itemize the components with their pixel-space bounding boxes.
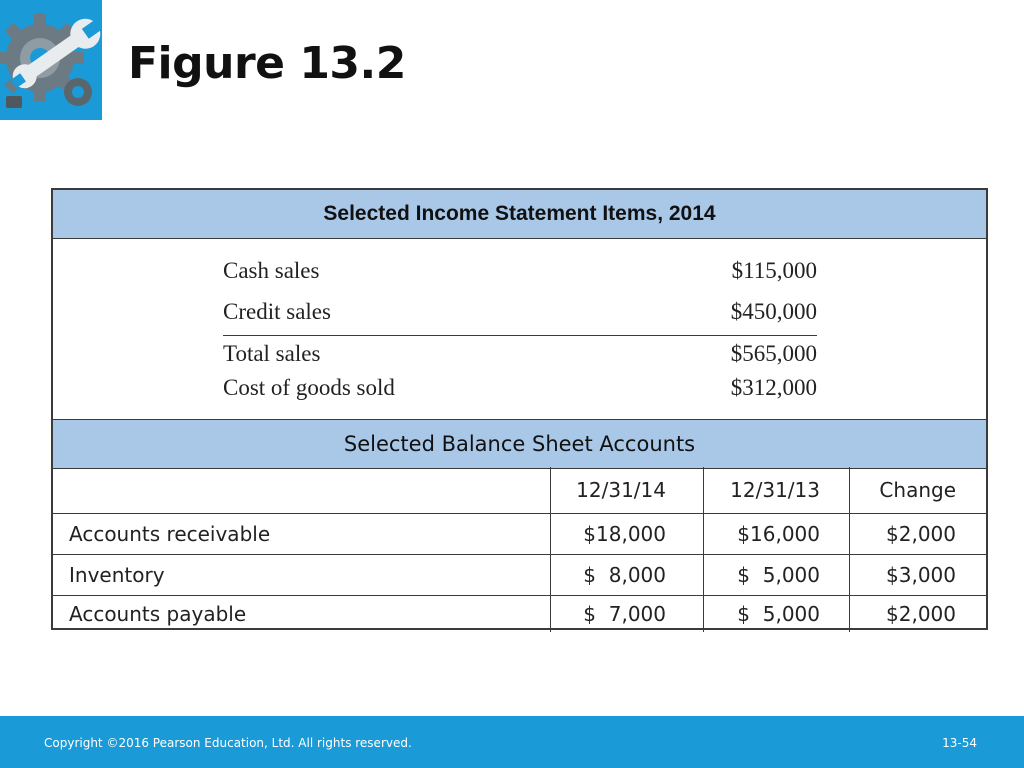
slide-title: Figure 13.2 [128, 38, 406, 89]
copyright-text: Copyright ©2016 Pearson Education, Ltd. All rights reserved. [44, 736, 412, 750]
table-row [53, 513, 986, 555]
figure-table [51, 188, 988, 630]
footer-bar [0, 716, 1024, 768]
income-row-value: $565,000 [730, 341, 817, 366]
page-number: 13-54 [942, 736, 977, 750]
income-row-value: $115,000 [731, 258, 817, 283]
table-header-row [53, 467, 986, 514]
income-row-value: $312,000 [730, 375, 817, 400]
income-statement-header: Selected Income Statement Items, 2014 [53, 190, 986, 239]
wrench-gear-icon [0, 0, 102, 120]
row-label: Accounts receivable [69, 521, 271, 546]
income-row [223, 258, 817, 284]
table-row [53, 595, 986, 632]
column-header-2013: 12/31/13 [703, 467, 849, 513]
cell-2014: $ 8,000 [550, 554, 703, 595]
income-row [223, 299, 817, 325]
income-row [223, 375, 817, 401]
income-row [223, 341, 817, 367]
total-divider [223, 335, 817, 336]
cell-change: $2,000 [849, 595, 986, 632]
cell-change: $3,000 [849, 554, 986, 595]
cell-2013: $ 5,000 [703, 595, 849, 632]
cell-2014: $18,000 [550, 513, 703, 554]
cell-2014: $ 7,000 [550, 595, 703, 632]
income-row-label: Total sales [223, 341, 321, 366]
income-row-label: Credit sales [223, 299, 331, 324]
table-row [53, 554, 986, 596]
row-label: Inventory [69, 562, 165, 587]
column-header-change: Change [849, 467, 986, 513]
income-row-value: $450,000 [730, 299, 817, 324]
cell-2013: $ 5,000 [703, 554, 849, 595]
column-header-2014: 12/31/14 [550, 467, 703, 513]
row-label: Accounts payable [69, 601, 247, 626]
balance-sheet-header: Selected Balance Sheet Accounts [53, 419, 986, 469]
cell-2013: $16,000 [703, 513, 849, 554]
income-row-label: Cost of goods sold [223, 375, 395, 400]
column-header-label [53, 467, 550, 513]
income-row-label: Cash sales [223, 258, 320, 283]
cell-change: $2,000 [849, 513, 986, 554]
